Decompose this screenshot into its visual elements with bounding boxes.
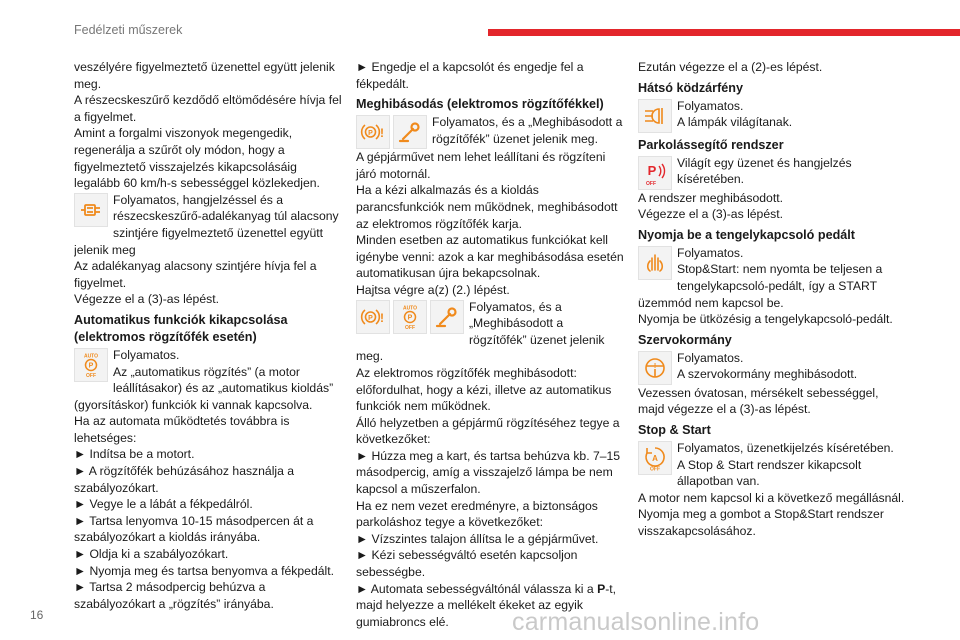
svg-text:!: ! <box>380 310 384 325</box>
indicator-text: A szervokormány meghibásodott. <box>677 367 858 382</box>
step-item: ► Vízszintes talajon állítsa le a gépjárművet. <box>356 531 599 546</box>
indicator-brake-fault-auto <box>356 299 624 365</box>
section-heading: Parkolássegítő rendszer <box>638 137 784 152</box>
auto-off-parking-brake-icon <box>74 348 108 382</box>
svg-text:P: P <box>88 362 94 370</box>
svg-text:P: P <box>647 162 657 178</box>
wrench-icon <box>430 300 464 334</box>
indicator-clutch-pedal <box>638 245 906 311</box>
particle-filter-icon <box>74 193 108 227</box>
watermark: carmanualsonline.info <box>512 608 760 636</box>
svg-text:A: A <box>652 453 658 463</box>
step-item: ► Oldja ki a szabályozókart. <box>74 547 229 562</box>
column-2 <box>356 59 624 630</box>
indicator-text: Folyamatos, üzenetkijelzés kíséretében. <box>677 440 894 455</box>
paragraph: Vezessen óvatosan, mérsékelt sebességgel, majd végezze el a (3)-as lépést. <box>638 385 879 417</box>
section-heading: Nyomja be a tengelykapcsoló pedált <box>638 227 855 242</box>
step-item: ► Tartsa 2 másodpercig behúzva a szabályozókart a „rögzítés” irányába. <box>74 580 274 611</box>
header-red-bar <box>488 29 960 36</box>
step-item: ► Kézi sebességváltó esetén kapcsoljon sebességbe. <box>356 548 578 580</box>
paragraph: A részecskeszűrő kezdődő eltömődésére hívja fel a figyelmet. <box>74 93 342 124</box>
indicator-text: Folyamatos. <box>677 98 744 113</box>
rear-fog-lamp-icon <box>638 99 672 133</box>
column-3 <box>638 59 906 540</box>
svg-text:OFF: OFF <box>405 324 415 330</box>
paragraph: Az elektromos rögzítőfék meghibásodott: előfordulhat, hogy a kézi, illetve az automatikus funkciók nem működnek. <box>356 365 612 414</box>
park-assist-off-icon <box>638 156 672 190</box>
paragraph: A gépjárművet nem lehet leállítani és rögzíteni járó motornál. <box>356 150 606 181</box>
paragraph: Álló helyzetben a gépjármű rögzítéséhez tegye a következőket: <box>356 415 620 447</box>
indicator-text: Folyamatos, hangjelzéssel és a részecskeszűrő-adalékanyag túl alacsony szintjére figyelmeztető üzenettel együtt jelenik meg <box>74 192 339 257</box>
indicator-text: Stop&Start: nem nyomta be teljesen a tengelykapcsoló-pedált, így a START üzemmód nem kapcsol be. <box>638 262 883 310</box>
section-heading: Meghibásodás (elektromos rögzítőfékkel) <box>356 97 604 112</box>
svg-text:AUTO: AUTO <box>402 305 418 312</box>
indicator-text: A Stop & Start rendszer kikapcsolt állapotban van. <box>677 457 862 489</box>
paragraph: A rendszer meghibásodott. <box>638 190 783 205</box>
svg-text:P: P <box>368 314 373 322</box>
indicator-text: Világít egy üzenet és hangjelzés kíséretében. <box>677 155 852 187</box>
wrench-icon <box>393 115 427 149</box>
steering-wheel-warning-icon <box>638 351 672 385</box>
column-1 <box>74 59 342 612</box>
svg-text:OFF: OFF <box>650 466 660 471</box>
indicator-text: Folyamatos, és a „Meghibásodott a rögzítőfék” üzenet jelenik meg. <box>356 299 605 364</box>
indicator-text: Folyamatos, és a „Meghibásodott a rögzítőfék” üzenet jelenik meg. <box>432 115 623 146</box>
page-number: 16 <box>30 608 44 622</box>
step-item: ► Indítsa be a motort. <box>74 447 195 462</box>
svg-text:P: P <box>407 314 413 322</box>
stop-start-off-icon <box>638 441 672 475</box>
indicator-brake-fault <box>356 114 624 149</box>
clutch-pedal-icon <box>638 246 672 280</box>
step-item: ► A rögzítőfék behúzásához használja a szabályozókart. <box>74 464 295 495</box>
indicator-text: Folyamatos. <box>677 350 744 365</box>
step-item: ► Vegye le a lábát a fékpedálról. <box>74 497 253 512</box>
paragraph: Amint a forgalmi viszonyok megengedik, regenerálja a szűrőt oly módon, hogy a figyelmeztető visszajelzés kikapcsolásáig legalább 60 km/h-s sebességgel közlekedjen. <box>74 126 320 191</box>
paragraph: Hajtsa végre a(z) (2.) lépést. <box>356 282 510 297</box>
svg-text:!: ! <box>653 362 657 370</box>
paragraph: Ha a kézi alkalmazás és a kioldás parancsfunkciók nem működnek, meghibásodott az elektromos rögzítőfék karja. <box>356 183 618 231</box>
indicator-stop-start <box>638 440 906 490</box>
paragraph: Az adalékanyag alacsony szintjére hívja fel a figyelmet. <box>74 259 317 290</box>
paragraph: Ha az automata működtetés továbbra is lehetséges: <box>74 414 290 445</box>
section-heading: Stop & Start <box>638 422 711 437</box>
section-heading: Automatikus funkciók kikapcsolása (elektromos rögzítőfék esetén) <box>74 312 288 344</box>
indicator-auto-off <box>74 347 342 413</box>
paragraph: Ezután végezze el a (2)-es lépést. <box>638 60 823 74</box>
section-heading: Szervokormány <box>638 332 732 347</box>
paragraph: A motor nem kapcsol ki a következő megállásnál. <box>638 490 905 505</box>
running-header: Fedélzeti műszerek <box>74 23 183 37</box>
paragraph: ► Engedje el a kapcsolót és engedje fel a fékpedált. <box>356 60 584 91</box>
parking-brake-warning-icon <box>356 300 390 334</box>
svg-text:OFF: OFF <box>86 372 96 378</box>
svg-text:AUTO: AUTO <box>83 353 99 360</box>
paragraph: Végezze el a (3)-as lépést. <box>74 292 219 307</box>
svg-text:P: P <box>368 129 373 137</box>
indicator-particle-filter-additive <box>74 192 342 258</box>
indicator-text: A lámpák világítanak. <box>677 115 793 130</box>
paragraph: veszélyére figyelmeztető üzenettel együtt jelenik meg. <box>74 60 335 91</box>
indicator-text: Folyamatos. <box>113 347 180 362</box>
svg-text:OFF: OFF <box>646 180 656 186</box>
step-item: ► Automata sebességváltónál válassza ki a P-t, majd helyezze a mellékelt ékeket az egyik gumiabroncs elé. <box>356 581 617 629</box>
section-heading: Hátsó ködzárfény <box>638 80 743 95</box>
indicator-text: Folyamatos. <box>677 245 744 260</box>
indicator-rear-fog <box>638 98 906 133</box>
indicator-park-assist <box>638 155 906 190</box>
step-item: ► Húzza meg a kart, és tartsa behúzva kb. 7–15 másodpercig, amíg a visszajelző lámpa be nem kapcsol a műszerfalon. <box>356 448 621 497</box>
indicator-text: Az „automatikus rögzítés” (a motor leállításakor) és az „automatikus kioldás” (gyorsításkor) funkciók ki vannak kapcsolva. <box>74 364 334 412</box>
step-item: ► Nyomja meg és tartsa benyomva a fékpedált. <box>74 563 334 578</box>
paragraph: Nyomja be ütközésig a tengelykapcsoló-pedált. <box>638 312 893 327</box>
paragraph: Ha ez nem vezet eredményre, a biztonságos parkoláshoz tegye a következőket: <box>356 498 598 530</box>
parking-brake-warning-icon <box>356 115 390 149</box>
svg-text:!: ! <box>380 126 384 141</box>
auto-off-parking-brake-icon <box>393 300 427 334</box>
indicator-power-steering <box>638 350 906 385</box>
paragraph: Minden esetben az automatikus funkciókat kell igénybe venni: azok a kar meghibásodása esetén automatikusan újra bekapcsolnak. <box>356 233 624 281</box>
step-item: ► Tartsa lenyomva 10-15 másodpercen át a szabályozókart a kioldás irányába. <box>74 513 314 545</box>
paragraph: Nyomja meg a gombot a Stop&Start rendszer visszakapcsolásához. <box>638 507 884 538</box>
paragraph: Végezze el a (3)-as lépést. <box>638 207 783 222</box>
